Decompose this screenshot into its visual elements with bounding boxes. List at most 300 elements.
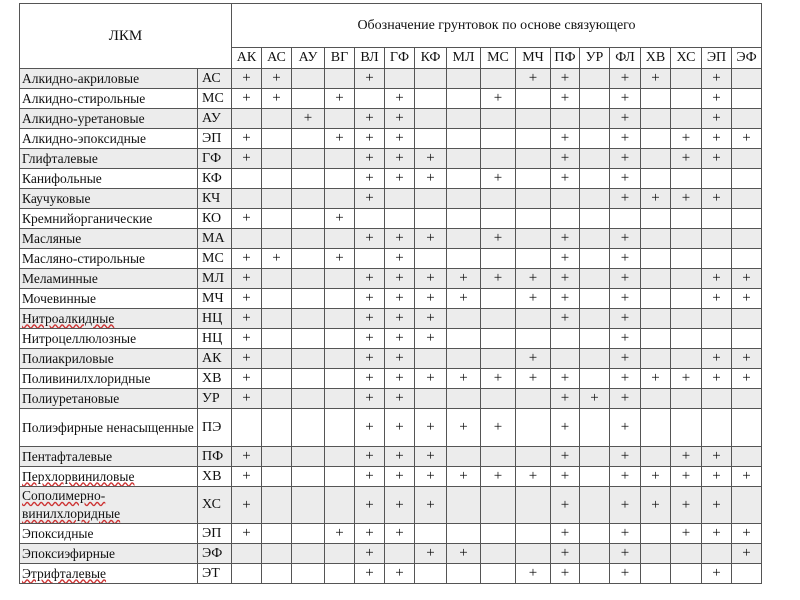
compatibility-mark: + xyxy=(551,564,580,584)
compatibility-mark: + xyxy=(481,369,516,389)
compatibility-mark: + xyxy=(447,467,481,487)
empty-cell xyxy=(325,229,355,249)
empty-cell xyxy=(292,309,325,329)
empty-cell xyxy=(516,409,551,447)
compatibility-mark: + xyxy=(481,467,516,487)
compatibility-mark: + xyxy=(702,189,732,209)
compatibility-mark: + xyxy=(232,389,262,409)
empty-cell xyxy=(292,524,325,544)
empty-cell xyxy=(702,309,732,329)
empty-cell xyxy=(447,389,481,409)
material-abbreviation: ПЭ xyxy=(198,409,232,447)
material-name-text: Алкидно-эпоксидные xyxy=(22,130,146,146)
compatibility-mark: + xyxy=(671,149,702,169)
material-abbreviation: МС xyxy=(198,89,232,109)
compatibility-mark: + xyxy=(610,447,641,467)
empty-cell xyxy=(292,289,325,309)
compatibility-mark: + xyxy=(610,409,641,447)
compatibility-mark: + xyxy=(732,269,762,289)
empty-cell xyxy=(292,129,325,149)
table-row xyxy=(20,109,762,129)
material-name xyxy=(20,229,198,249)
compatibility-mark: + xyxy=(355,349,385,369)
empty-cell xyxy=(447,69,481,89)
empty-cell xyxy=(325,544,355,564)
empty-cell xyxy=(325,369,355,389)
material-abbreviation: ГФ xyxy=(198,149,232,169)
table-row xyxy=(20,349,762,369)
empty-cell xyxy=(481,544,516,564)
compatibility-mark: + xyxy=(415,544,447,564)
empty-cell xyxy=(385,189,415,209)
table-row xyxy=(20,447,762,467)
compatibility-mark: + xyxy=(610,189,641,209)
table-row xyxy=(20,564,762,584)
compatibility-mark: + xyxy=(355,129,385,149)
compatibility-mark: + xyxy=(447,289,481,309)
compatibility-mark: + xyxy=(732,349,762,369)
empty-cell xyxy=(262,149,292,169)
compatibility-mark: + xyxy=(702,109,732,129)
empty-cell xyxy=(415,189,447,209)
compatibility-mark: + xyxy=(232,289,262,309)
compatibility-mark: + xyxy=(385,289,415,309)
compatibility-mark: + xyxy=(516,369,551,389)
compatibility-mark: + xyxy=(481,169,516,189)
empty-cell xyxy=(325,309,355,329)
empty-cell xyxy=(232,109,262,129)
compatibility-mark: + xyxy=(702,369,732,389)
material-name xyxy=(20,369,198,389)
compatibility-mark: + xyxy=(415,229,447,249)
empty-cell xyxy=(262,389,292,409)
material-name-text: Алкидно-уретановые xyxy=(22,110,145,126)
empty-cell xyxy=(232,564,262,584)
empty-cell xyxy=(481,149,516,169)
empty-cell xyxy=(232,409,262,447)
empty-cell xyxy=(580,349,610,369)
material-abbreviation: КЧ xyxy=(198,189,232,209)
empty-cell xyxy=(671,409,702,447)
empty-cell xyxy=(262,169,292,189)
empty-cell xyxy=(516,89,551,109)
empty-cell xyxy=(325,109,355,129)
empty-cell xyxy=(262,409,292,447)
compatibility-mark: + xyxy=(551,487,580,524)
empty-cell xyxy=(481,249,516,269)
empty-cell xyxy=(415,349,447,369)
column-code-header: ХС xyxy=(671,48,702,69)
empty-cell xyxy=(325,189,355,209)
empty-cell xyxy=(292,269,325,289)
compatibility-mark: + xyxy=(415,447,447,467)
material-name xyxy=(20,409,198,447)
empty-cell xyxy=(641,129,671,149)
compatibility-mark: + xyxy=(641,487,671,524)
empty-cell xyxy=(325,329,355,349)
empty-cell xyxy=(551,109,580,129)
material-abbreviation: ЭФ xyxy=(198,544,232,564)
empty-cell xyxy=(325,149,355,169)
empty-cell xyxy=(481,69,516,89)
compatibility-mark: + xyxy=(385,249,415,269)
empty-cell xyxy=(732,109,762,129)
empty-cell xyxy=(732,329,762,349)
empty-cell xyxy=(580,129,610,149)
material-name-text: Полиэфирные ненасыщенные xyxy=(22,419,194,435)
empty-cell xyxy=(262,189,292,209)
compatibility-mark: + xyxy=(232,89,262,109)
empty-cell xyxy=(262,289,292,309)
compatibility-mark: + xyxy=(232,447,262,467)
empty-cell xyxy=(732,69,762,89)
empty-cell xyxy=(447,524,481,544)
empty-cell xyxy=(292,564,325,584)
empty-cell xyxy=(481,309,516,329)
compatibility-mark: + xyxy=(641,467,671,487)
compatibility-mark: + xyxy=(415,269,447,289)
compatibility-mark: + xyxy=(447,269,481,289)
material-name xyxy=(20,564,198,584)
compatibility-mark: + xyxy=(702,447,732,467)
empty-cell xyxy=(262,329,292,349)
empty-cell xyxy=(481,289,516,309)
empty-cell xyxy=(732,209,762,229)
material-name xyxy=(20,169,198,189)
material-name-text: Канифольные xyxy=(22,170,102,186)
compatibility-mark: + xyxy=(671,467,702,487)
material-name xyxy=(20,349,198,369)
empty-cell xyxy=(292,349,325,369)
empty-cell xyxy=(385,69,415,89)
compatibility-mark: + xyxy=(551,467,580,487)
compatibility-mark: + xyxy=(415,369,447,389)
empty-cell xyxy=(415,564,447,584)
compatibility-mark: + xyxy=(385,129,415,149)
compatibility-mark: + xyxy=(385,369,415,389)
column-code-header: УР xyxy=(580,48,610,69)
compatibility-mark: + xyxy=(610,389,641,409)
column-code-header: МЧ xyxy=(516,48,551,69)
empty-cell xyxy=(262,544,292,564)
compatibility-mark: + xyxy=(232,69,262,89)
empty-cell xyxy=(355,209,385,229)
empty-cell xyxy=(415,69,447,89)
empty-cell xyxy=(516,149,551,169)
compatibility-mark: + xyxy=(385,409,415,447)
material-name-text: Алкидно-акриловые xyxy=(22,70,140,86)
material-name xyxy=(20,89,198,109)
empty-cell xyxy=(671,289,702,309)
empty-cell xyxy=(481,524,516,544)
empty-cell xyxy=(702,209,732,229)
compatibility-mark: + xyxy=(551,89,580,109)
empty-cell xyxy=(641,289,671,309)
empty-cell xyxy=(292,409,325,447)
table-row xyxy=(20,149,762,169)
material-abbreviation: ХС xyxy=(198,487,232,524)
empty-cell xyxy=(610,209,641,229)
empty-cell xyxy=(415,109,447,129)
material-abbreviation: АК xyxy=(198,349,232,369)
compatibility-mark: + xyxy=(702,487,732,524)
empty-cell xyxy=(262,109,292,129)
empty-cell xyxy=(481,487,516,524)
table-row xyxy=(20,487,762,524)
compatibility-mark: + xyxy=(610,249,641,269)
compatibility-mark: + xyxy=(551,389,580,409)
material-name xyxy=(20,69,198,89)
empty-cell xyxy=(447,447,481,467)
empty-cell xyxy=(516,249,551,269)
empty-cell xyxy=(447,229,481,249)
compatibility-mark: + xyxy=(355,269,385,289)
empty-cell xyxy=(447,89,481,109)
compatibility-mark: + xyxy=(355,189,385,209)
table-row xyxy=(20,129,762,149)
material-name-text: Пентафталевые xyxy=(22,448,113,464)
compatibility-mark: + xyxy=(385,524,415,544)
material-name xyxy=(20,129,198,149)
compatibility-mark: + xyxy=(516,564,551,584)
empty-cell xyxy=(481,564,516,584)
compatibility-mark: + xyxy=(415,487,447,524)
material-name-text: Этрифталевые xyxy=(22,565,107,581)
empty-cell xyxy=(292,369,325,389)
compatibility-mark: + xyxy=(385,389,415,409)
empty-cell xyxy=(325,447,355,467)
compatibility-mark: + xyxy=(610,329,641,349)
compatibility-mark: + xyxy=(610,564,641,584)
material-name xyxy=(20,329,198,349)
column-code-header: ВЛ xyxy=(355,48,385,69)
compatibility-mark: + xyxy=(232,369,262,389)
empty-cell xyxy=(232,189,262,209)
compatibility-mark: + xyxy=(415,467,447,487)
empty-cell xyxy=(292,467,325,487)
material-name-text: Мочевинные xyxy=(22,290,96,306)
empty-cell xyxy=(580,544,610,564)
compatibility-mark: + xyxy=(671,487,702,524)
empty-cell xyxy=(671,349,702,369)
empty-cell xyxy=(732,249,762,269)
empty-cell xyxy=(447,169,481,189)
empty-cell xyxy=(292,329,325,349)
table-row xyxy=(20,524,762,544)
compatibility-mark: + xyxy=(610,524,641,544)
compatibility-mark: + xyxy=(551,409,580,447)
compatibility-mark: + xyxy=(551,369,580,389)
compatibility-mark: + xyxy=(551,169,580,189)
empty-cell xyxy=(447,349,481,369)
empty-cell xyxy=(232,169,262,189)
empty-cell xyxy=(641,564,671,584)
compatibility-mark: + xyxy=(385,329,415,349)
empty-cell xyxy=(415,129,447,149)
empty-cell xyxy=(447,109,481,129)
compatibility-mark: + xyxy=(355,487,385,524)
empty-cell xyxy=(447,249,481,269)
material-abbreviation: ХВ xyxy=(198,369,232,389)
empty-cell xyxy=(641,229,671,249)
compatibility-mark: + xyxy=(232,524,262,544)
empty-cell xyxy=(732,149,762,169)
empty-cell xyxy=(580,249,610,269)
compatibility-mark: + xyxy=(232,467,262,487)
material-name-text: Глифталевые xyxy=(22,150,98,166)
empty-cell xyxy=(262,229,292,249)
empty-cell xyxy=(702,249,732,269)
empty-cell xyxy=(671,209,702,229)
empty-cell xyxy=(292,447,325,467)
empty-cell xyxy=(580,69,610,89)
compatibility-mark: + xyxy=(232,309,262,329)
empty-cell xyxy=(292,209,325,229)
compatibility-mark: + xyxy=(385,109,415,129)
empty-cell xyxy=(580,289,610,309)
compatibility-mark: + xyxy=(702,149,732,169)
header-row-top xyxy=(20,4,762,48)
material-abbreviation: МС xyxy=(198,249,232,269)
material-name-text: Полиуретановые xyxy=(22,390,120,406)
compatibility-mark: + xyxy=(355,409,385,447)
material-name-text: Поливинилхлоридные xyxy=(22,370,151,386)
empty-cell xyxy=(671,229,702,249)
empty-cell xyxy=(447,129,481,149)
empty-cell xyxy=(262,487,292,524)
empty-cell xyxy=(481,329,516,349)
empty-cell xyxy=(551,189,580,209)
empty-cell xyxy=(516,109,551,129)
empty-cell xyxy=(447,189,481,209)
empty-cell xyxy=(580,467,610,487)
compatibility-mark: + xyxy=(355,229,385,249)
compatibility-mark: + xyxy=(355,169,385,189)
empty-cell xyxy=(551,209,580,229)
compatibility-mark: + xyxy=(732,467,762,487)
compatibility-mark: + xyxy=(447,369,481,389)
empty-cell xyxy=(292,189,325,209)
compatibility-mark: + xyxy=(551,229,580,249)
compatibility-mark: + xyxy=(551,69,580,89)
empty-cell xyxy=(702,544,732,564)
empty-cell xyxy=(671,389,702,409)
empty-cell xyxy=(262,269,292,289)
column-code-header: ЭФ xyxy=(732,48,762,69)
compatibility-mark: + xyxy=(610,69,641,89)
compatibility-mark: + xyxy=(610,349,641,369)
material-name-text: Масляно-стирольные xyxy=(22,250,146,266)
compatibility-mark: + xyxy=(671,189,702,209)
compatibility-mark: + xyxy=(481,89,516,109)
empty-cell xyxy=(641,389,671,409)
compatibility-mark: + xyxy=(732,369,762,389)
compatibility-mark: + xyxy=(355,447,385,467)
material-name-text: Сополимерно-винилхлоридные xyxy=(22,488,121,521)
empty-cell xyxy=(516,309,551,329)
empty-cell xyxy=(355,249,385,269)
material-abbreviation: ЭП xyxy=(198,129,232,149)
empty-cell xyxy=(702,329,732,349)
primer-compatibility-table-container xyxy=(19,3,762,584)
empty-cell xyxy=(262,467,292,487)
compatibility-mark: + xyxy=(355,524,385,544)
empty-cell xyxy=(325,169,355,189)
empty-cell xyxy=(516,129,551,149)
compatibility-mark: + xyxy=(610,89,641,109)
empty-cell xyxy=(641,149,671,169)
column-code-header: ГФ xyxy=(385,48,415,69)
compatibility-mark: + xyxy=(641,369,671,389)
primer-compatibility-table xyxy=(19,3,762,584)
compatibility-mark: + xyxy=(355,149,385,169)
compatibility-mark: + xyxy=(232,487,262,524)
material-name xyxy=(20,389,198,409)
compatibility-mark: + xyxy=(732,289,762,309)
compatibility-mark: + xyxy=(551,309,580,329)
empty-cell xyxy=(580,189,610,209)
compatibility-mark: + xyxy=(385,349,415,369)
empty-cell xyxy=(262,524,292,544)
empty-cell xyxy=(262,369,292,389)
table-row xyxy=(20,409,762,447)
binder-group-header: Обозначение грунтовок по основе связующего xyxy=(232,4,762,48)
material-abbreviation: НЦ xyxy=(198,329,232,349)
column-code-header: АК xyxy=(232,48,262,69)
material-abbreviation: МА xyxy=(198,229,232,249)
empty-cell xyxy=(516,389,551,409)
empty-cell xyxy=(325,269,355,289)
compatibility-mark: + xyxy=(732,524,762,544)
compatibility-mark: + xyxy=(262,89,292,109)
table-row xyxy=(20,389,762,409)
column-code-header: МЛ xyxy=(447,48,481,69)
compatibility-mark: + xyxy=(385,149,415,169)
compatibility-mark: + xyxy=(610,149,641,169)
column-code-header: ВГ xyxy=(325,48,355,69)
compatibility-mark: + xyxy=(481,409,516,447)
compatibility-mark: + xyxy=(385,89,415,109)
empty-cell xyxy=(516,189,551,209)
empty-cell xyxy=(551,349,580,369)
material-name xyxy=(20,189,198,209)
compatibility-mark: + xyxy=(551,149,580,169)
compatibility-mark: + xyxy=(355,369,385,389)
empty-cell xyxy=(641,169,671,189)
compatibility-mark: + xyxy=(415,309,447,329)
empty-cell xyxy=(580,209,610,229)
compatibility-mark: + xyxy=(481,229,516,249)
compatibility-mark: + xyxy=(232,149,262,169)
compatibility-mark: + xyxy=(447,409,481,447)
material-abbreviation: УР xyxy=(198,389,232,409)
empty-cell xyxy=(516,544,551,564)
compatibility-mark: + xyxy=(355,467,385,487)
empty-cell xyxy=(580,149,610,169)
empty-cell xyxy=(732,309,762,329)
empty-cell xyxy=(481,349,516,369)
empty-cell xyxy=(580,109,610,129)
empty-cell xyxy=(447,329,481,349)
compatibility-mark: + xyxy=(385,447,415,467)
column-code-header: ПФ xyxy=(551,48,580,69)
compatibility-mark: + xyxy=(232,349,262,369)
empty-cell xyxy=(641,544,671,564)
empty-cell xyxy=(580,309,610,329)
table-row xyxy=(20,189,762,209)
compatibility-mark: + xyxy=(385,309,415,329)
compatibility-mark: + xyxy=(325,209,355,229)
